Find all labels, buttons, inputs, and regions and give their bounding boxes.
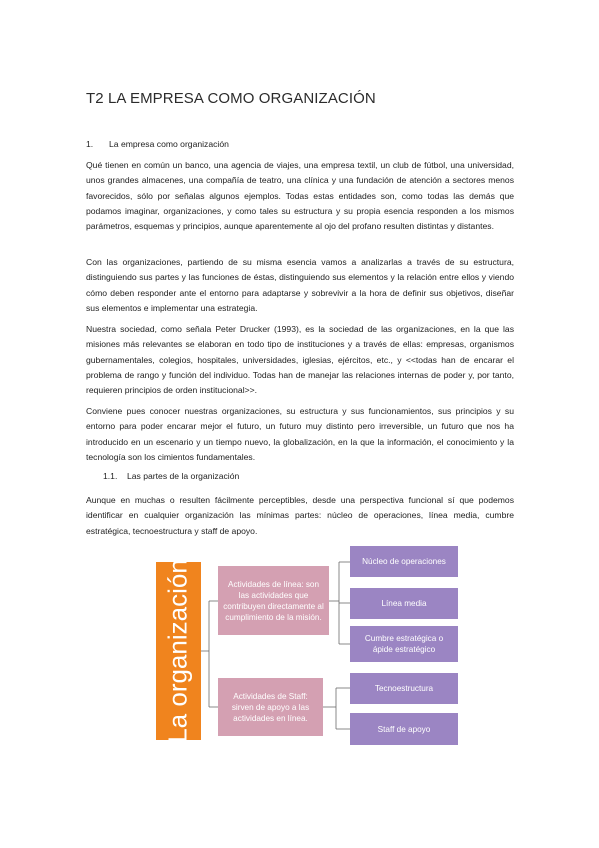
section-heading-text: La empresa como organización <box>109 139 229 149</box>
paragraph-2: Con las organizaciones, partiendo de su misma esencia vamos a analizarlas a través de su estructura, distinguiendo sus partes y las funciones de éstas, distinguiendo sus elementos y la relación entre ellos y viendo cómo deben responder ante el entorno para adaptarse y sobrevivir a la hora de definir sus objetivos, diseñar sus elementos e implementar una estrategia. <box>86 257 514 313</box>
paragraph-4: Conviene pues conocer nuestras organizaciones, su estructura y sus funcionamientos, sus principios y su entorno para poder encarar mejor el futuro, un futuro muy distinto pero irreversible, un futuro que nos ha introducido en un escenario y un tiempo nuevo, la globalización, en la que la información, el conocimiento y la tecnología son los cimientos fundamentales. <box>86 406 514 462</box>
subsection-number: 1.1. <box>103 471 118 481</box>
subsection-heading-text: Las partes de la organización <box>127 471 240 481</box>
leaf-linea-media: Línea media <box>350 588 458 619</box>
section-number: 1. <box>86 139 94 149</box>
page-title: T2 LA EMPRESA COMO ORGANIZACIÓN <box>86 90 376 107</box>
paragraph-5: Aunque en muchas o resulten fácilmente perceptibles, desde una perspectiva funcional sí que podemos identificar en cualquier organización las mínimas partes: núcleo de operaciones, línea media, cumbre estratégica, tecnoestructura y staff de apoyo. <box>86 495 514 536</box>
branch-staff-activities: Actividades de Staff: sirven de apoyo a las actividades en línea. <box>218 678 323 736</box>
leaf-staff-apoyo: Staff de apoyo <box>350 713 458 745</box>
paragraph-3: Nuestra sociedad, como señala Peter Drucker (1993), es la sociedad de las organizaciones, en la que las misiones más relevantes se elaboran en todo tipo de instituciones y a través de ellas: empresas, organismos gubernamentales, colegios, hospitales, universidades, iglesias, ejércitos, etc., y <<todas han de encarar el problema de rango y función del individuo. Todas han de manejar las relaciones internas de poder y, por tanto, requieren principios de orden institucional>>. <box>86 324 514 396</box>
leaf-tecnoestructura: Tecnoestructura <box>350 673 458 704</box>
diagram-root-label: La organización <box>162 559 193 743</box>
leaf-nucleo-operaciones: Núcleo de operaciones <box>350 546 458 577</box>
paragraph-1: Qué tienen en común un banco, una agencia de viajes, una empresa textil, un club de fútbol, una universidad, unos grandes almacenes, una compañía de teatro, una clínica y una fundación de atención a sectores menos favorecidos, sólo por señalas algunos ejemplos. Todas estas entidades son, como todas las demás que podamos imaginar, organizaciones, y como tales su estructura y su propia esencia responden a los mismos parámetros, esquemas y principios, aunque aparentemente al ojo del profano resulten distintas y distantes. <box>86 160 514 232</box>
leaf-cumbre-estrategica: Cumbre estratégica o ápide estratégico <box>350 626 458 662</box>
branch-line-activities: Actividades de línea: son las actividades que contribuyen directamente al cumplimiento de la misión. <box>218 566 329 635</box>
